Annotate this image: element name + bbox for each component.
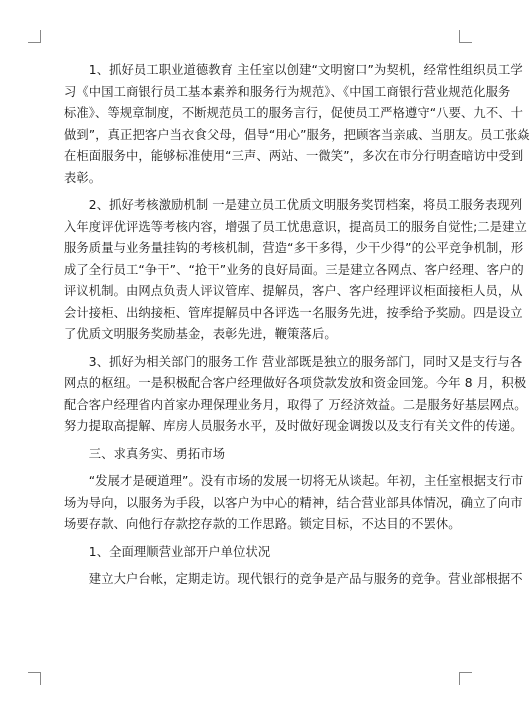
text-line: 2、抓好考核激励机制 一是建立员工优质文明服务奖罚档案，将员工服务表现列 <box>64 198 523 212</box>
text-line: 1、全面理顺营业部开户单位状况 <box>64 544 271 559</box>
document-body <box>64 60 530 591</box>
paragraph <box>64 195 527 346</box>
text-line: 在柜面服务中，能够标准使用“三声、两站、一微笑”，多次在市分行明查暗访中受到 <box>64 149 524 163</box>
text-line: 努力提取高提解、库房人员服务水平，及时做好现金调拨以及支行有关文件的传递。 <box>64 419 523 433</box>
text-line: 做到”，真正把客户当衣食父母，倡导“用心”服务，把顾客当亲戚、当朋友。员工张焱 <box>64 127 530 142</box>
crop-mark-bottom-left <box>28 672 41 685</box>
crop-mark-top-left <box>28 30 41 43</box>
text-line: 3、抓好为相关部门的服务工作 营业部既是独立的服务部门，同时又是支行与各 <box>64 354 523 369</box>
paragraph <box>64 60 530 189</box>
text-line: 建立大户台帐，定期走访。现代银行的竞争是产品与服务的竞争。营业部根据不 <box>64 572 523 586</box>
text-line: 会计接柜、出纳接柜、管库提解员中各评选一名服务先进，按季给予奖励。四是设立 <box>64 305 523 320</box>
text-line: 标准》、等规章制度，不断规范员工的服务言行，促使员工严格遵守“八要、九不、十 <box>64 106 524 120</box>
text-line: 成了全行员工“争干”、“抢干”业务的良好局面。三是建立各网点、客户经理、客户的 <box>64 262 524 277</box>
text-line: 网点的枢纽。一是积极配合客户经理做好各项贷款发放和资金回笼。今年 8 月，积极 <box>64 376 527 390</box>
text-line: 表彰。 <box>64 170 102 185</box>
paragraph <box>64 471 524 536</box>
text-line: 1、抓好员工职业道德教育 主任室以创建“文明窗口”为契机，经常性组织员工学 <box>64 63 523 77</box>
paragraph <box>64 352 527 438</box>
text-line: “发展才是硬道理”。没有市场的发展一切将无从谈起。年初，主任室根据支行市 <box>64 474 524 488</box>
text-line: 三、求真务实、勇拓市场 <box>64 446 226 461</box>
paragraph <box>64 569 523 591</box>
text-line: 习《中国工商银行员工基本素养和服务行为规范》、《中国工商银行营业规范化服务 <box>64 84 511 99</box>
crop-mark-top-right <box>459 30 472 43</box>
crop-mark-bottom-right <box>459 672 472 685</box>
paragraph <box>64 444 442 466</box>
text-line: 了优质文明服务奖励基金，表彰先进，鞭策落后。 <box>64 327 337 341</box>
text-line: 场要存款、向他行存款挖存款的工作思路。锁定目标，不达目的不罢休。 <box>64 517 461 531</box>
text-line: 入年度评优评选等考核内容，增强了员工忧患意识，提高员工的服务自觉性;二是建立 <box>64 219 527 234</box>
text-line: 配合客户经理省内首家办理保理业务月，取得了 万经济效益。二是服务好基层网点。 <box>64 397 527 412</box>
paragraph <box>64 542 442 564</box>
text-line: 场为导向，以服务为手段，以客户为中心的精神，结合营业部具体情况，确立了向市 <box>64 495 523 510</box>
text-line: 评议机制。由网点负责人评议管库、提解员，客户、客户经理评议柜面接柜人员，从 <box>64 284 523 298</box>
text-line: 服务质量与业务量挂钩的考核机制，营造“多干多得，少干少得”的公平竞争机制，形 <box>64 241 524 255</box>
